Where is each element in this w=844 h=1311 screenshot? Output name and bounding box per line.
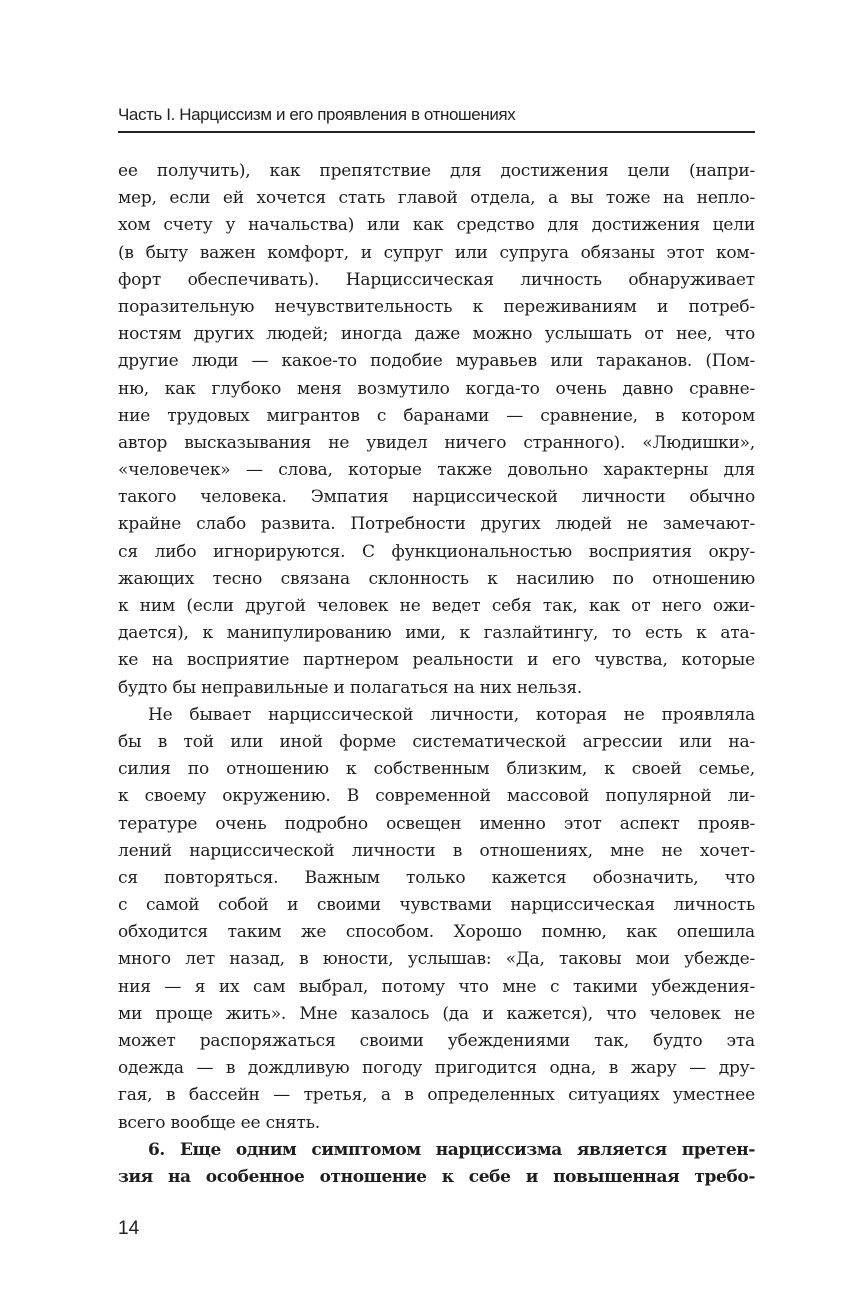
text-line: силия по отношению к собственным близким, к своей семье,: [118, 759, 755, 780]
text-line: бы в той или иной форме систематической агрессии или на-: [118, 731, 755, 752]
text-line: автор высказывания не увидел ничего странного). «Людишки»,: [118, 432, 755, 453]
text-line: одежда — в дождливую погоду пригодится одна, в жару — дру-: [118, 1058, 755, 1079]
text-line: «человечек» — слова, которые также довольно характерны для: [118, 460, 755, 481]
text-line: поразительную нечувствительность к переживаниям и потреб-: [118, 296, 755, 317]
text-line: обходится таким же способом. Хорошо помню, как опешила: [118, 922, 755, 943]
text-line: ся либо игнорируются. С функциональностью восприятия окру-: [118, 541, 755, 562]
text-line: много лет назад, в юности, услышав: «Да, таковы мои убежде-: [118, 949, 755, 970]
text-line: ми проще жить». Мне казалось (да и кажется), что человек не: [118, 1003, 755, 1024]
text-line: крайне слабо развита. Потребности других людей не замечают-: [118, 514, 755, 535]
text-line: лений нарциссической личности в отношениях, мне не хочет-: [118, 840, 755, 861]
text-line: может распоряжаться своими убеждениями так, будто эта: [118, 1031, 755, 1051]
text-line: ния — я их сам выбрал, потому что мне с такими убеждения-: [118, 976, 755, 997]
page-number: 14: [118, 1218, 140, 1239]
text-line: к своему окружению. В современной массовой популярной ли-: [118, 786, 755, 807]
text-line: такого человека. Эмпатия нарциссической личности обычно: [118, 487, 755, 508]
header-divider: [118, 131, 755, 133]
text-line: жающих тесно связана склонность к насилию по отношению: [118, 568, 755, 589]
text-line: дается), к манипулированию ими, к газлайтингу, то есть к ата-: [118, 623, 755, 644]
text-line: ее получить), как препятствие для достижения цели (напри-: [118, 161, 755, 181]
text-line: ся повторяться. Важным только кажется обозначить, что: [118, 867, 755, 888]
paragraph-3-bold: [118, 1137, 755, 1191]
text-line: гая, в бассейн — третья, а в определенных ситуациях уместнее: [118, 1085, 755, 1106]
text-line: Не бывает нарциссической личности, которая не проявляла: [148, 704, 755, 725]
text-line: тературе очень подробно освещен именно этот аспект прояв-: [118, 813, 755, 834]
text-line: другие люди — какое-то подобие муравьев или тараканов. (Пом-: [118, 351, 755, 372]
text-line: ностям других людей; иногда даже можно услышать от нее, что: [118, 324, 755, 345]
page-body: [118, 158, 755, 1191]
text-line: ние трудовых мигрантов с баранами — сравнение, в котором: [118, 405, 755, 426]
running-header: Часть I. Нарциссизм и его проявления в отношениях: [118, 105, 516, 124]
text-line: хом счету у начальства) или как средство для достижения цели: [118, 215, 755, 236]
text-line: 6. Еще одним симптомом нарциссизма является претен-: [148, 1139, 755, 1160]
paragraph-1: [118, 158, 755, 702]
text-line: ню, как глубоко меня возмутило когда-то очень давно сравне-: [118, 378, 755, 399]
text-line: форт обеспечивать). Нарциссическая личность обнаруживает: [118, 269, 755, 290]
text-line: с самой собой и своими чувствами нарциссическая личность: [118, 895, 755, 916]
text-line: зия на особенное отношение к себе и повышенная требо-: [118, 1166, 755, 1187]
text-line: мер, если ей хочется стать главой отдела, а вы тоже на непло-: [118, 188, 755, 209]
paragraph-2: [118, 702, 755, 1137]
text-line: ке на восприятие партнером реальности и его чувства, которые: [118, 650, 755, 671]
text-line: всего вообще ее снять.: [118, 1112, 321, 1133]
text-line: будто бы неправильные и полагаться на них нельзя.: [118, 677, 583, 698]
text-line: (в быту важен комфорт, и супруг или супруга обязаны этот ком-: [118, 242, 755, 263]
text-line: к ним (если другой человек не ведет себя так, как от него ожи-: [118, 596, 755, 616]
